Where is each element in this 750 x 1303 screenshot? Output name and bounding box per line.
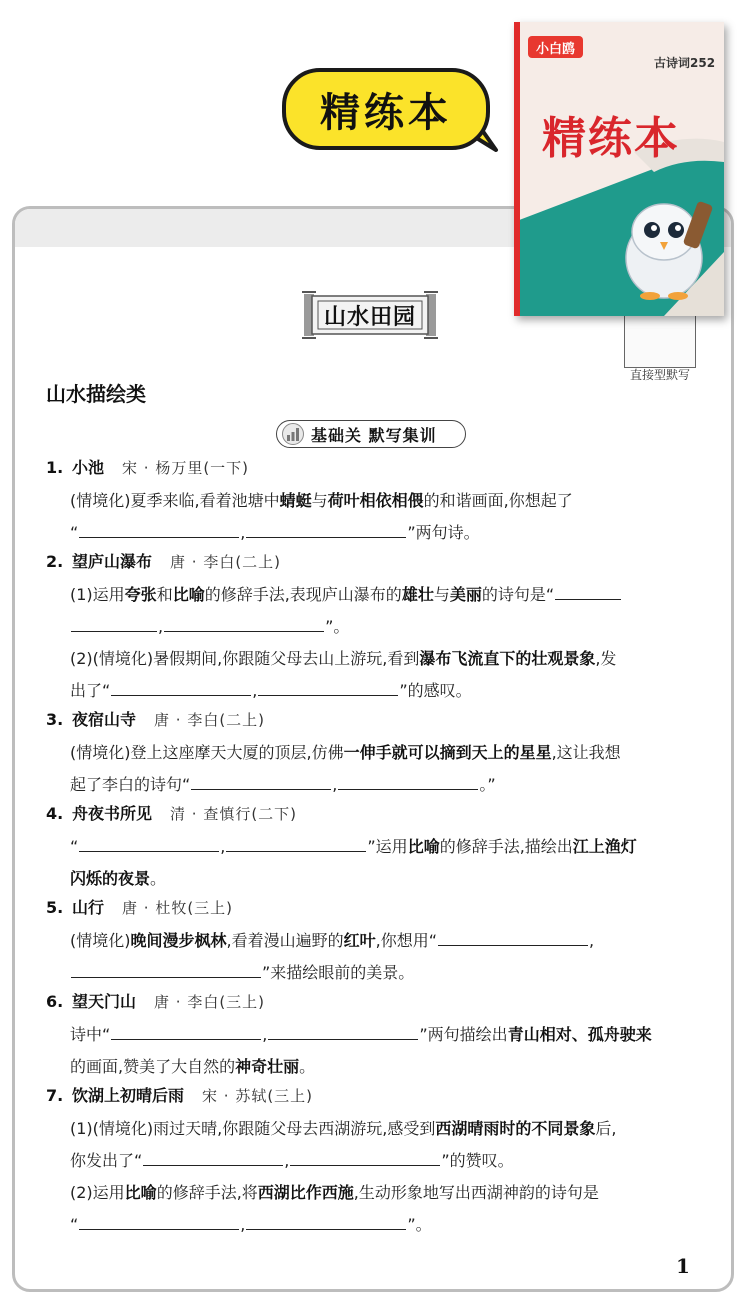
- question-number: 3.: [46, 710, 64, 729]
- question-line: (1)运用夸张和比喻的修辞手法,表现庐山瀑布的雄壮与美丽的诗句是“: [46, 579, 706, 611]
- section-heading: 山水描绘类: [46, 382, 146, 406]
- poem-title: 望庐山瀑布: [72, 552, 153, 571]
- practice-badge-text: 基础关 默写集训: [311, 425, 437, 445]
- title-banner: [282, 68, 498, 154]
- answer-blank[interactable]: [246, 521, 406, 538]
- poem-title: 夜宿山寺: [72, 710, 137, 729]
- question-number: 6.: [46, 992, 64, 1011]
- poem-title: 小池: [72, 458, 105, 477]
- cover-type-label: 直接型默写: [629, 368, 690, 382]
- cover-label-tab: [624, 312, 696, 368]
- poem-author: 唐 · 李白(二上): [170, 553, 282, 571]
- answer-blank[interactable]: [164, 615, 324, 632]
- poem-author: 宋 · 杨万里(一下): [122, 459, 250, 477]
- question-line: 起了李白的诗句“ , 。”: [70, 775, 496, 794]
- answer-blank[interactable]: [79, 1213, 239, 1230]
- question-line: , ”。: [46, 611, 706, 643]
- question-line: ”来描绘眼前的美景。: [46, 957, 706, 989]
- answer-blank[interactable]: [111, 679, 251, 696]
- poem-author: 清 · 查慎行(二下): [170, 805, 298, 823]
- question-number: 5.: [46, 898, 64, 917]
- answer-blank[interactable]: [258, 679, 398, 696]
- bar-chart-icon: [281, 423, 305, 445]
- answer-blank[interactable]: [79, 835, 219, 852]
- question-line: “ , ”运用比喻的修辞手法,描绘出江上渔灯: [70, 837, 637, 856]
- question-line: (1)(情境化)雨过天晴,你跟随父母去西湖游玩,感受到西湖晴雨时的不同景象后,: [70, 1119, 617, 1138]
- poem-title: 舟夜书所见: [72, 804, 153, 823]
- question-number: 7.: [46, 1086, 64, 1105]
- question-number: 4.: [46, 804, 64, 823]
- answer-blank[interactable]: [71, 961, 261, 978]
- question-heading: [46, 549, 706, 579]
- question-heading: [46, 455, 706, 485]
- poem-title: 山行: [72, 898, 105, 917]
- answer-blank[interactable]: [143, 1149, 283, 1166]
- answer-blank[interactable]: [79, 521, 239, 538]
- answer-blank[interactable]: [71, 615, 157, 632]
- scroll-title-text: 山水田园: [323, 304, 416, 330]
- question-heading: [46, 895, 706, 925]
- book-spine: [514, 22, 520, 316]
- question-number: 1.: [46, 458, 64, 477]
- book-series: 古诗词252: [654, 56, 716, 70]
- poem-title: 望天门山: [72, 992, 137, 1011]
- poem-author: 唐 · 李白(二上): [154, 711, 266, 729]
- question-line: 诗中“ , ”两句描绘出青山相对、孤舟驶来: [70, 1025, 652, 1044]
- question-line: (情境化)夏季来临,看着池塘中蜻蜓与荷叶相依相偎的和谐画面,你想起了: [70, 491, 573, 510]
- question-line: 闪烁的夜景。: [70, 869, 167, 888]
- question-line: (2)运用比喻的修辞手法,将西湖比作西施,生动形象地写出西湖神韵的诗句是: [70, 1183, 599, 1202]
- answer-blank[interactable]: [268, 1023, 418, 1040]
- answer-blank[interactable]: [290, 1149, 440, 1166]
- answer-blank[interactable]: [338, 773, 478, 790]
- answer-blank[interactable]: [438, 929, 588, 946]
- poem-title: 饮湖上初晴后雨: [72, 1086, 185, 1105]
- banner-label: 精练本: [282, 68, 490, 150]
- question-line: “ , ”两句诗。: [70, 523, 480, 542]
- scroll-title: [298, 290, 442, 340]
- answer-blank[interactable]: [246, 1213, 406, 1230]
- question-list: [46, 455, 706, 1241]
- answer-blank[interactable]: [191, 773, 331, 790]
- poem-author: 宋 · 苏轼(三上): [202, 1087, 314, 1105]
- question-line: 的画面,赞美了大自然的神奇壮丽。: [70, 1057, 316, 1076]
- book-cover: [514, 22, 724, 316]
- question-line: (情境化)登上这座摩天大厦的顶层,仿佛一伸手就可以摘到天上的星星,这让我想: [70, 743, 621, 762]
- book-title: 精练本: [542, 113, 680, 164]
- question-heading: [46, 801, 706, 831]
- question-heading: [46, 989, 706, 1019]
- book-brand: 小白鸥: [528, 36, 583, 58]
- answer-blank[interactable]: [111, 1023, 261, 1040]
- question-line: “ , ”。: [70, 1215, 432, 1234]
- question-line: 出了“ , ”的感叹。: [70, 681, 472, 700]
- question-line: (情境化)晚间漫步枫林,看着漫山遍野的红叶,你想用“ ,: [70, 931, 595, 950]
- question-heading: [46, 707, 706, 737]
- poem-author: 唐 · 杜牧(三上): [122, 899, 234, 917]
- page-number: 1: [676, 1254, 690, 1278]
- practice-badge: [276, 420, 466, 448]
- question-line: (2)(情境化)暑假期间,你跟随父母去山上游玩,看到瀑布飞流直下的壮观景象,发: [70, 649, 617, 668]
- answer-blank[interactable]: [226, 835, 366, 852]
- question-heading: [46, 1083, 706, 1113]
- poem-author: 唐 · 李白(三上): [154, 993, 266, 1011]
- question-number: 2.: [46, 552, 64, 571]
- answer-blank[interactable]: [555, 583, 621, 600]
- question-line: 你发出了“ , ”的赞叹。: [70, 1151, 514, 1170]
